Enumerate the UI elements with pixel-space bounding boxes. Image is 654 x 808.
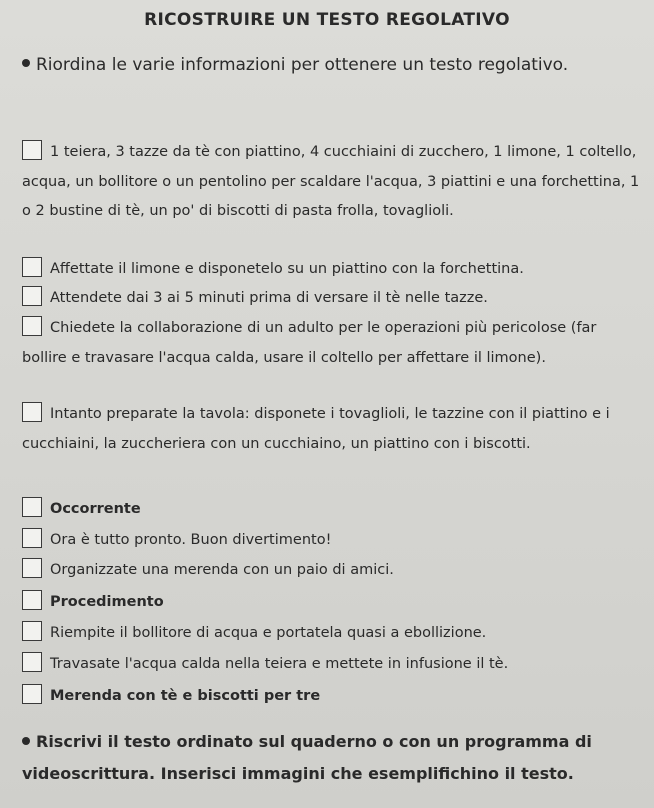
checkbox[interactable] [22, 528, 42, 548]
checkbox[interactable] [22, 140, 42, 160]
checkbox[interactable] [22, 402, 42, 422]
checkbox[interactable] [22, 286, 42, 306]
list-item-11 [22, 650, 640, 680]
checkbox[interactable] [22, 652, 42, 672]
list-item-text: Chiedete la collaborazione di un adulto per le operazioni più pericolose (far bollire e travasare l'acqua calda, usare il coltello per affettare il limone). [22, 320, 597, 366]
checkbox[interactable] [22, 497, 42, 517]
list-item-1 [22, 138, 640, 227]
list-item-4 [22, 314, 640, 373]
list-item-12 [22, 682, 640, 712]
list-item-text: Affettate il limone e disponetelo su un piattino con la forchettina. [50, 261, 524, 277]
checkbox[interactable] [22, 316, 42, 336]
instruction-final-text: Riscrivi il testo ordinato sul quaderno o con un programma di videoscrittura. Inserisci immagini che esemplifichino il testo. [22, 732, 592, 783]
list-item-text: Attendete dai 3 ai 5 minuti prima di versare il tè nelle tazze. [50, 290, 488, 306]
list-item-text: Merenda con tè e biscotti per tre [50, 688, 321, 704]
instruction-intro-text: Riordina le varie informazioni per ottenere un testo regolativo. [36, 55, 569, 75]
list-item-text: Occorrente [50, 501, 141, 517]
instruction-final [22, 726, 642, 790]
list-item-9 [22, 588, 640, 618]
checkbox[interactable] [22, 684, 42, 704]
bullet-icon [22, 59, 30, 67]
instruction-intro [22, 50, 622, 81]
list-item-6 [22, 495, 640, 525]
list-item-2 [22, 255, 640, 285]
list-item-3 [22, 284, 640, 314]
checkbox[interactable] [22, 558, 42, 578]
checkbox[interactable] [22, 257, 42, 277]
list-item-8 [22, 556, 640, 586]
list-item-5 [22, 400, 640, 459]
list-item-7 [22, 526, 640, 556]
page-title: RICOSTRUIRE UN TESTO REGOLATIVO [144, 10, 510, 30]
bullet-icon [22, 737, 30, 745]
list-item-text: Procedimento [50, 594, 164, 610]
list-item-text: Ora è tutto pronto. Buon divertimento! [50, 532, 332, 548]
list-item-text: Riempite il bollitore di acqua e portatela quasi a ebollizione. [50, 625, 487, 641]
checkbox[interactable] [22, 621, 42, 641]
list-item-text: Intanto preparate la tavola: disponete i tovaglioli, le tazzine con il piattino e i cucchiaini, la zuccheriera con un cucchiaino, un piattino con i biscotti. [22, 406, 610, 452]
list-item-text: Organizzate una merenda con un paio di amici. [50, 562, 394, 578]
list-item-10 [22, 619, 640, 649]
list-item-text: 1 teiera, 3 tazze da tè con piattino, 4 cucchiaini di zucchero, 1 limone, 1 coltello, acqua, un bollitore o un pentolino per scaldare l'acqua, 3 piattini e una forchettina, 1 o 2 bustine di tè, un po' di biscotti di pasta frolla, tovaglioli. [22, 144, 640, 219]
checkbox[interactable] [22, 590, 42, 610]
list-item-text: Travasate l'acqua calda nella teiera e mettete in infusione il tè. [50, 656, 509, 672]
